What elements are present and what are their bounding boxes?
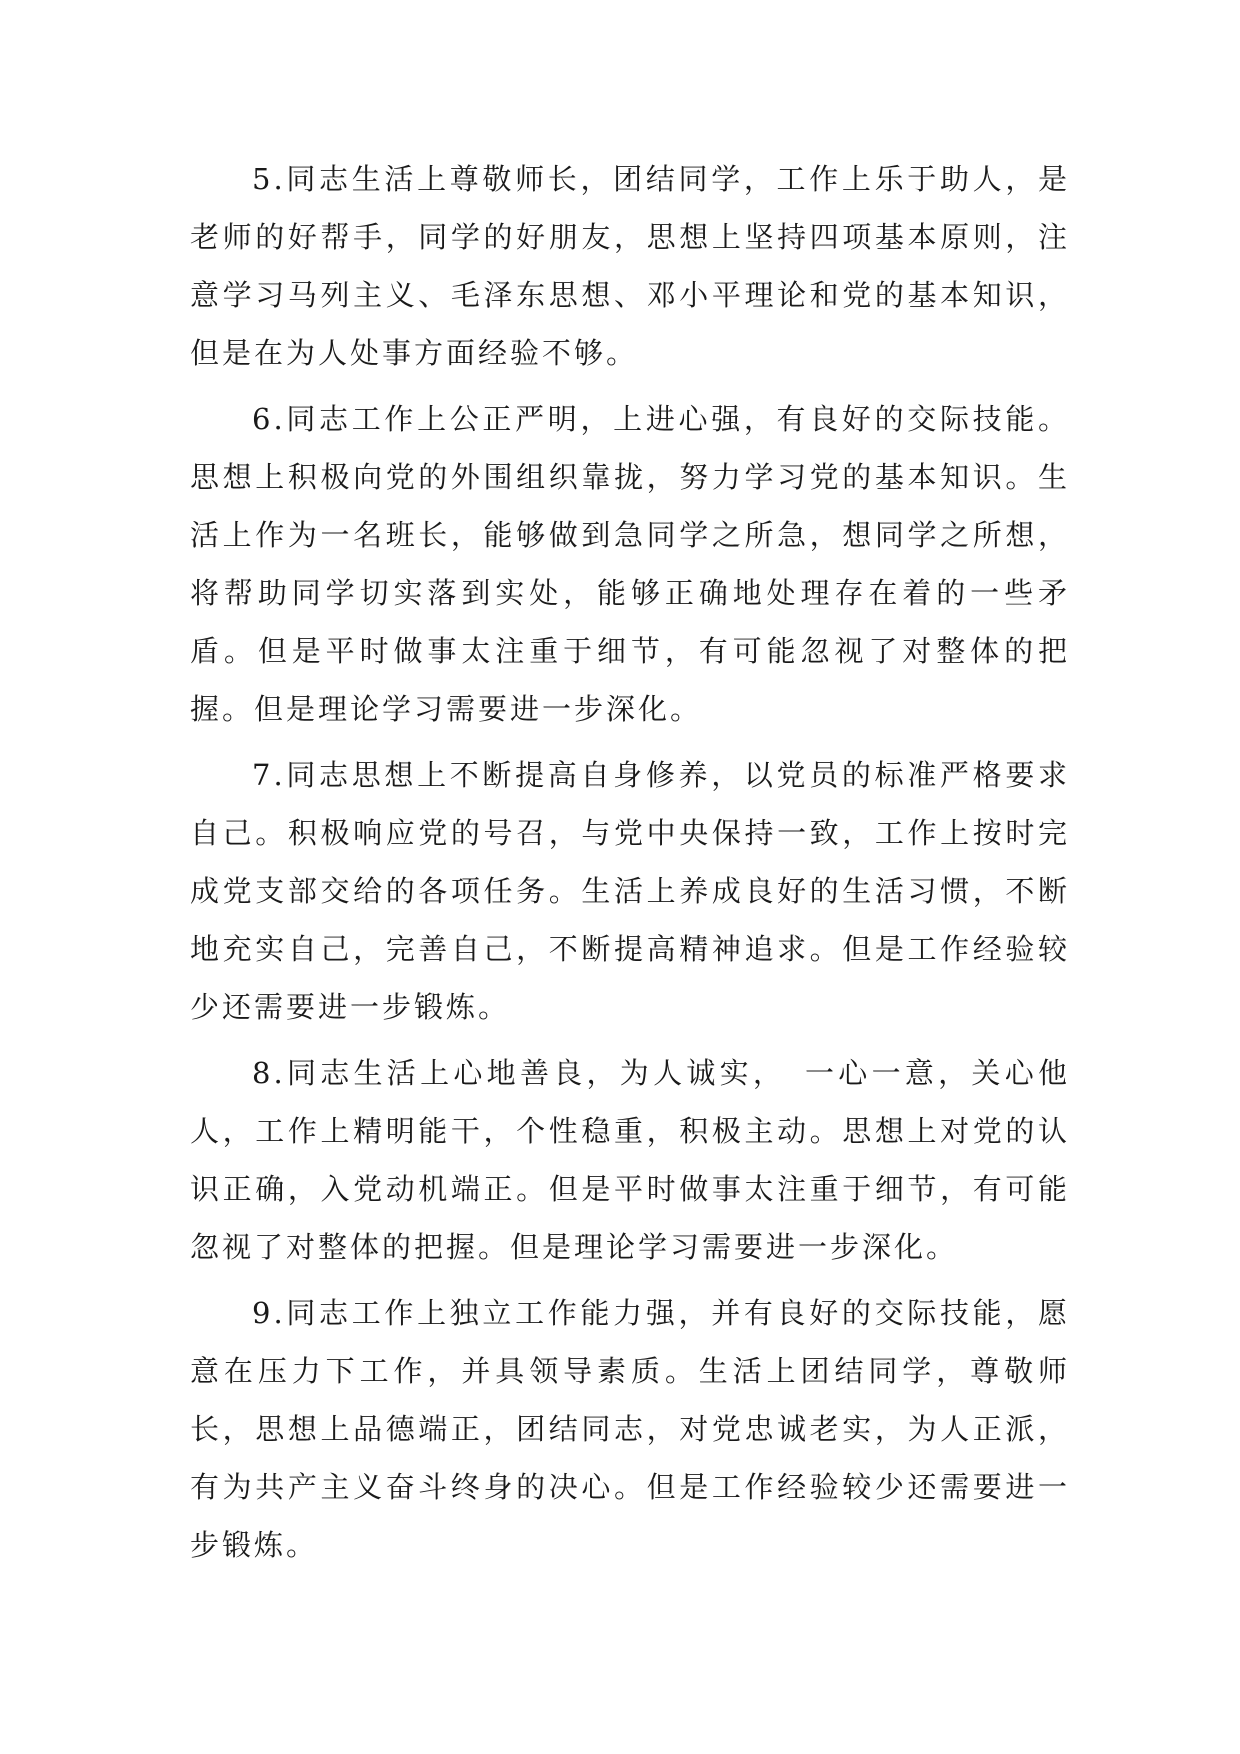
paragraph-8: 8.同志生活上心地善良，为人诚实， 一心一意，关心他人，工作上精明能干，个性稳重，积极主动。思想上对党的认识正确，入党动机端正。但是平时做事太注重于细节，有可能忽视了对整体的把握。但是理论学习需要进一步深化。 xyxy=(190,1056,1070,1264)
paragraph-5: 5.同志生活上尊敬师长，团结同学，工作上乐于助人，是老师的好帮手，同学的好朋友，思想上坚持四项基本原则，注意学习马列主义、毛泽东思想、邓小平理论和党的基本知识，但是在为人处事方面经验不够。 xyxy=(190,162,1070,370)
paragraph-6: 6.同志工作上公正严明，上进心强，有良好的交际技能。思想上积极向党的外围组织靠拢，努力学习党的基本知识。生活上作为一名班长，能够做到急同学之所急，想同学之所想，将帮助同学切实落到实处，能够正确地处理存在着的一些矛盾。但是平时做事太注重于细节，有可能忽视了对整体的把握。但是理论学习需要进一步深化。 xyxy=(190,402,1070,726)
paragraph-7: 7.同志思想上不断提高自身修养，以党员的标准严格要求自己。积极响应党的号召，与党中央保持一致，工作上按时完成党支部交给的各项任务。生活上养成良好的生活习惯，不断地充实自己，完善自己，不断提高精神追求。但是工作经验较少还需要进一步锻炼。 xyxy=(190,758,1070,1024)
document-body xyxy=(190,150,1070,1582)
paragraph-9: 9.同志工作上独立工作能力强，并有良好的交际技能，愿意在压力下工作，并具领导素质。生活上团结同学，尊敬师长，思想上品德端正，团结同志，对党忠诚老实，为人正派，有为共产主义奋斗终身的决心。但是工作经验较少还需要进一步锻炼。 xyxy=(190,1296,1070,1562)
